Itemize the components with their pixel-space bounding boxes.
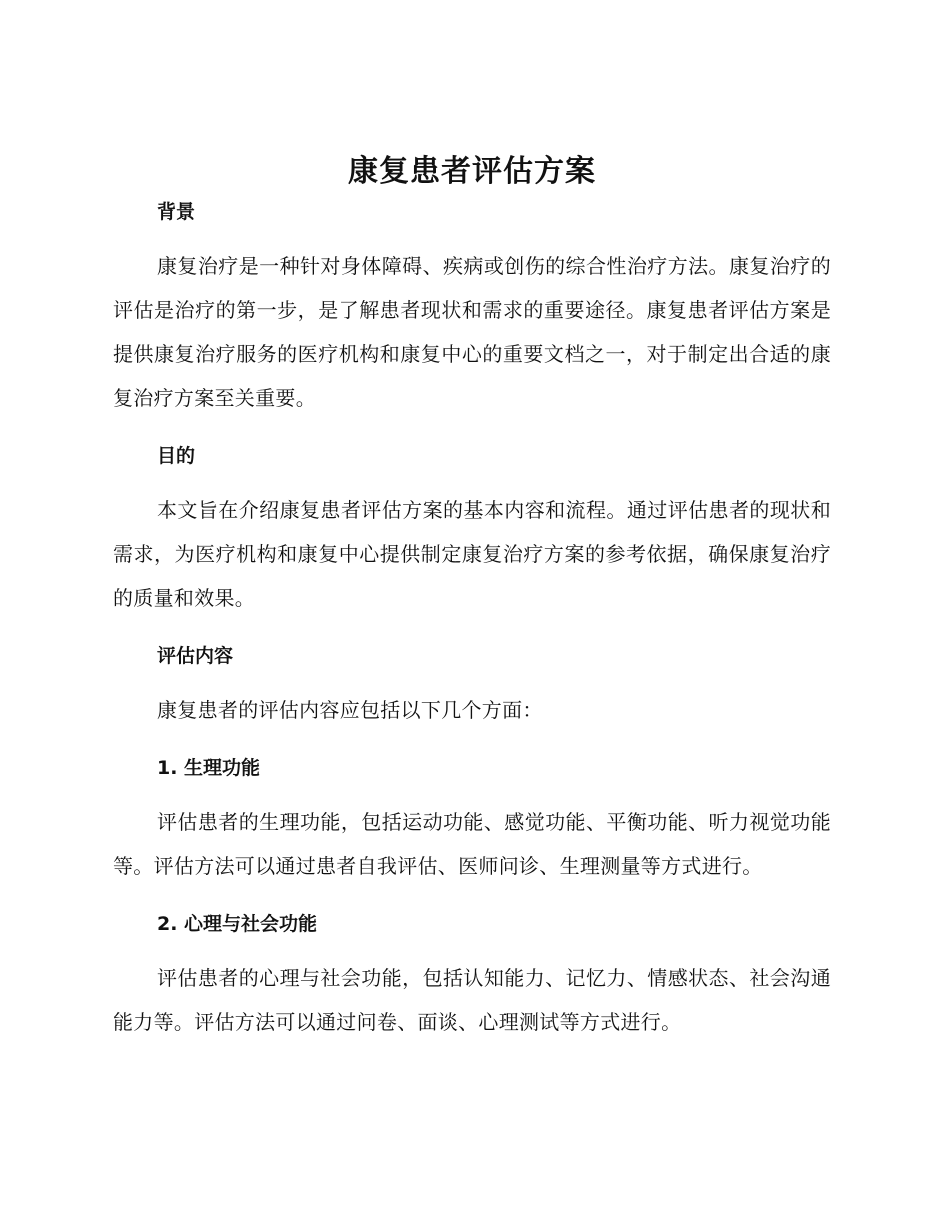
section-heading-content: 评估内容 xyxy=(157,645,234,667)
document-page xyxy=(113,150,831,1044)
section-heading-purpose: 目的 xyxy=(157,445,196,467)
section-heading-psychosocial: 2. 心理与社会功能 xyxy=(157,913,318,935)
document-title: 康复患者评估方案 xyxy=(348,154,596,189)
section-heading-background: 背景 xyxy=(157,201,196,223)
section-paragraph-background: 康复治疗是一种针对身体障碍、疾病或创伤的综合性治疗方法。康复治疗的评估是治疗的第一步，是了解患者现状和需求的重要途径。康复患者评估方案是提供康复治疗服务的医疗机构和康复中心的重要文档之一，对于制定出合适的康复治疗方案至关重要。 xyxy=(113,254,831,410)
section-paragraph-psychosocial: 评估患者的心理与社会功能，包括认知能力、记忆力、情感状态、社会沟通能力等。评估方法可以通过问卷、面谈、心理测试等方式进行。 xyxy=(113,966,831,1034)
section-heading-physiological: 1. 生理功能 xyxy=(157,757,261,779)
section-paragraph-content: 康复患者的评估内容应包括以下几个方面： xyxy=(157,698,543,722)
section-paragraph-purpose: 本文旨在介绍康复患者评估方案的基本内容和流程。通过评估患者的现状和需求，为医疗机构和康复中心提供制定康复治疗方案的参考依据，确保康复治疗的质量和效果。 xyxy=(113,498,831,610)
section-paragraph-physiological: 评估患者的生理功能，包括运动功能、感觉功能、平衡功能、听力视觉功能等。评估方法可以通过患者自我评估、医师问诊、生理测量等方式进行。 xyxy=(113,810,831,878)
